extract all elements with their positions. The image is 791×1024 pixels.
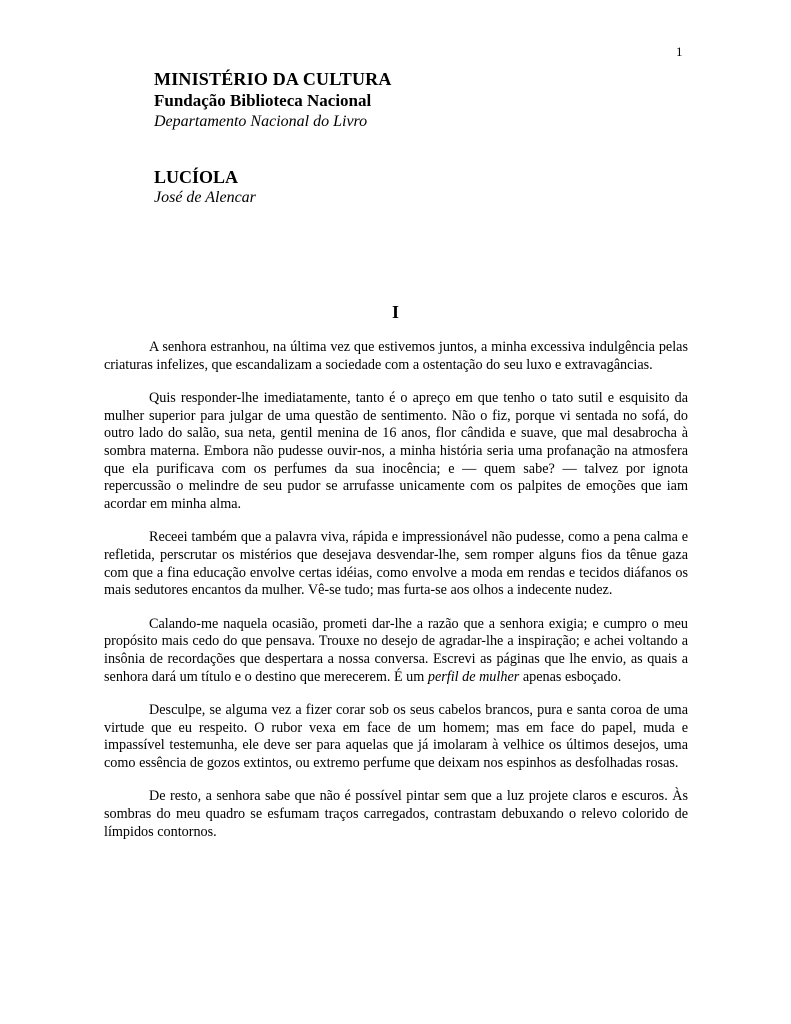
book-title-block xyxy=(154,166,256,208)
paragraph-3: Receei também que a palavra viva, rápida e impressionável não pudesse, como a pena calma e refletida, perscrutar os mistérios que desejava desvendar-lhe, sem romper alguns fios da tênue gaza com que a fina educação envolve certas idéias, como envolve a moda em rendas e tecidos diáfanos os mais sedutores encantos da mulher. Vê-se tudo; mas furta-se aos olhos a indecente nudez. xyxy=(104,529,688,599)
paragraph-5: Desculpe, se alguma vez a fizer corar sob os seus cabelos brancos, pura e santa coroa de uma virtude que eu respeito. O rubor vexa em face de um homem; mas em face do papel, muda e impassível testemunha, ele deve ser para aquelas que já imolaram à velhice os últimos desejos, uma como essência de gozos extintos, ou extremo perfume que deixam nos espinhos as desfolhadas rosas. xyxy=(104,702,688,771)
paragraph-4-emphasis: perfil de mulher xyxy=(427,668,520,685)
paragraph-4-text-end: apenas esboçado. xyxy=(519,668,622,685)
paragraph-6: De resto, a senhora sabe que não é possível pintar sem que a luz projete claros e escuros. Às sombras do meu quadro se esfumam traços carregados, contrastam debuxando o relevo colorido de límpidos contornos. xyxy=(104,788,688,840)
paragraph-2: Quis responder-lhe imediatamente, tanto é o apreço em que tenho o tato sutil e esquisito da mulher superior para julgar de uma questão de sentimento. Não o fiz, porque vi sentada no sofá, do outro lado do salão, sua neta, gentil menina de 16 anos, flor cândida e suave, que mal desabrocha à sombra materna. Embora não pudesse ouvir-nos, a minha história seria uma profanação na atmosfera que ela purificava com os perfumes da sua inocência; e — quem sabe? — talvez por ignota repercussão o melindre de seu pudor se arrufasse unicamente com os palpites de emoções que iam acordar em minha alma. xyxy=(104,390,688,512)
department-name: Departamento Nacional do Livro xyxy=(154,113,368,130)
chapter-heading: I xyxy=(391,302,399,322)
ministry-name: MINISTÉRIO DA CULTURA xyxy=(154,69,392,89)
book-author: José de Alencar xyxy=(154,189,256,206)
paragraph-4 xyxy=(104,616,688,686)
book-title: LUCÍOLA xyxy=(154,167,239,187)
paragraph-1: A senhora estranhou, na última vez que estivemos juntos, a minha excessiva indulgência pelas criaturas infelizes, que escandalizam a sociedade com a ostentação do seu luxo e extravagâncias. xyxy=(104,339,688,373)
chapter-body xyxy=(104,339,688,857)
foundation-name: Fundação Biblioteca Nacional xyxy=(154,91,372,110)
paragraph-4-text-start: Calando-me naquela ocasião, prometi dar-lhe a razão que a senhora exigia; e cumpro o meu propósito mais cedo do que pensava. Trouxe no desejo de agradar-lhe a inspiração; e achei voltando a insônia de recordações que despertara a nossa conversa. Escrevi as páginas que lhe envio, as quais a senhora dará um título e o destino que merecerem. É um xyxy=(104,615,688,685)
document-header xyxy=(154,68,392,133)
page-number: 1 xyxy=(676,44,683,59)
